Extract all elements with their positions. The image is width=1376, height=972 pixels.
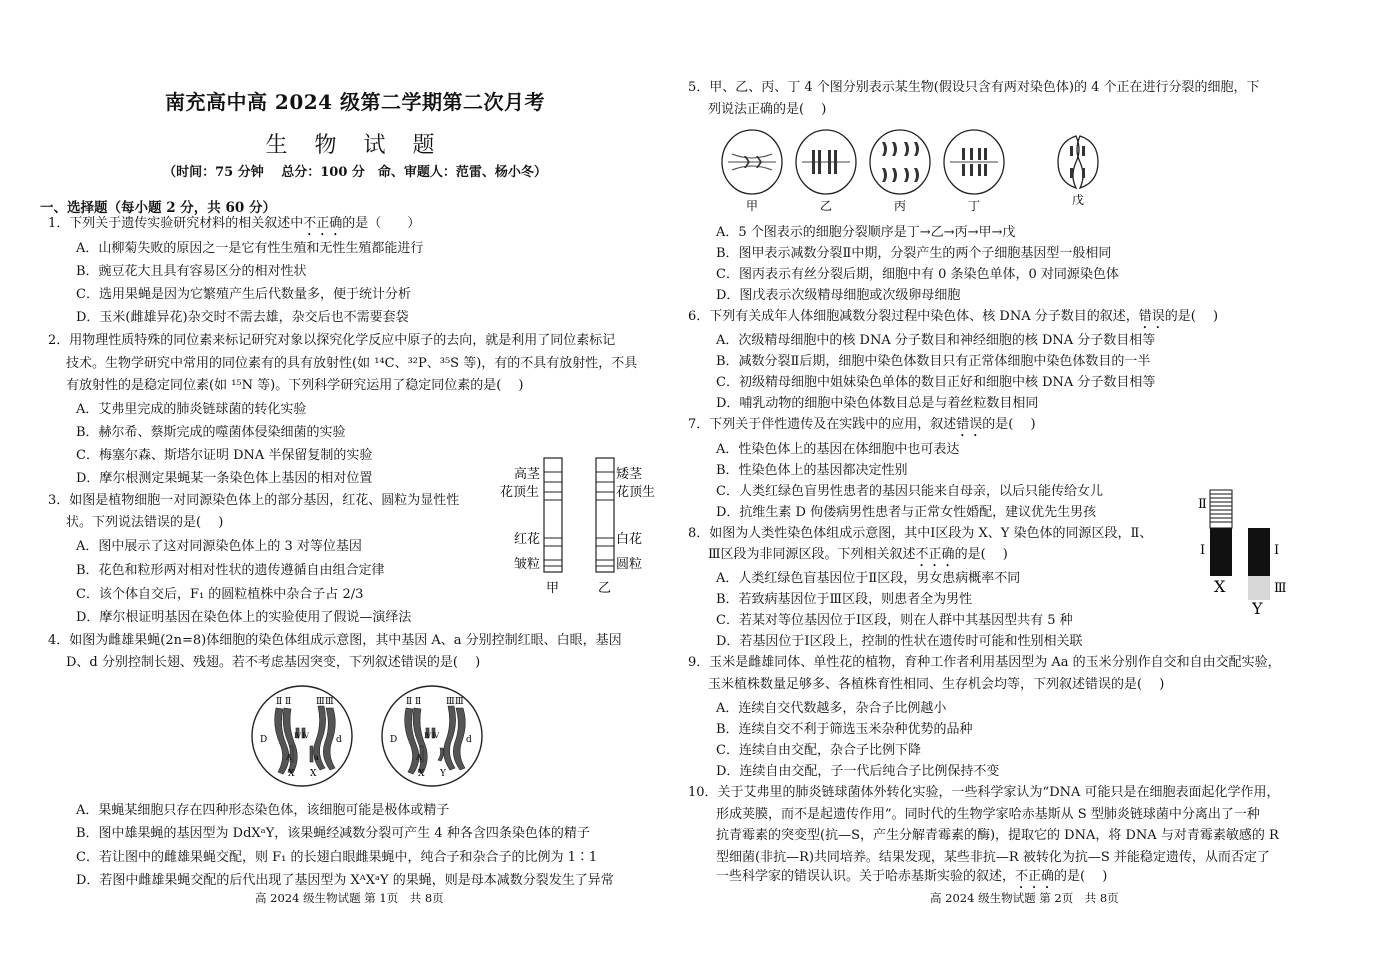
- svg-text:Ⅱ: Ⅱ: [276, 697, 283, 707]
- question-5-line-1: 5．甲、乙、丙、丁 4 个图分别表示某生物(假设只含有两对染色体)的 4 个正在进行分裂的细胞，下: [688, 80, 1260, 95]
- exam-subject: 生 物 试 题: [265, 133, 445, 158]
- question-10-line-3: 抗青霉素的突变型(抗—S，产生分解青霉素的酶)，提取它的 DNA，将 DNA 与对青霉素敏感的 R: [716, 828, 1279, 843]
- question-2-line-2: 技术。生物学研究中常用的同位素有的具有放射性(如 ¹⁴C、³²P、³⁵S 等)，有的不具有放射性，不具: [66, 356, 638, 371]
- q2-option-b: B．赫尔希、蔡斯完成的噬菌体侵染细菌的实验: [76, 425, 346, 440]
- cell-label-wu: 戊: [1072, 193, 1085, 207]
- gene-label-tall: 高茎: [514, 467, 541, 482]
- q6-option-d: D．哺乳动物的细胞中染色体数目总是与着丝粒数目相同: [716, 396, 1039, 411]
- q9-option-c: C．连续自由交配，杂合子比例下降: [716, 743, 921, 758]
- q9-option-d: D．连续自由交配，子一代后纯合子比例保持不变: [716, 764, 1000, 779]
- svg-text:Ⅳ: Ⅳ: [432, 732, 439, 740]
- q2-option-d: D．摩尔根测定果蝇某一条染色体上基因的相对位置: [76, 471, 373, 486]
- gene-label-apical: 花顶生: [500, 485, 540, 500]
- question-9-line-1: 9．玉米是雌雄同体、单性花的植物，育种工作者利用基因型为 Aa 的玉米分别作自交和自由交配实验，: [688, 655, 1281, 670]
- q2-option-a: A．艾弗里完成的肺炎链球菌的转化实验: [76, 402, 307, 417]
- q6-option-a: A．次级精母细胞中的核 DNA 分子数目和神经细胞的核 DNA 分子数目相等: [716, 333, 1156, 348]
- svg-text:d: d: [336, 735, 342, 745]
- question-8-line-2: Ⅲ区段为非同源区段。下列相关叙述不正确的是( ): [708, 547, 1008, 562]
- cell-label-jia: 甲: [746, 199, 759, 213]
- question-3-line-2: 状。下列说法错误的是( ): [66, 515, 224, 530]
- cell-label-bing: 丙: [894, 199, 907, 213]
- exam-title: 南充高中高 2024 级第二学期第二次月考: [164, 90, 546, 114]
- q4-option-a: A．果蝇某细胞只存在四种形态染色体，该细胞可能是极体或精子: [76, 803, 450, 818]
- svg-text:Ⅲ: Ⅲ: [325, 697, 334, 707]
- gene-label-white: 白花: [616, 532, 643, 547]
- cell-label-yi: 乙: [820, 199, 833, 213]
- q8-option-c: C．若某对等位基因位于Ⅰ区段，则在人群中其基因型共有 5 种: [716, 613, 1073, 628]
- q3-option-d: D．摩尔根证明基因在染色体上的实验使用了假说—演绎法: [76, 610, 412, 625]
- q7-option-a: A．性染色体上的基因在体细胞中也可表达: [716, 442, 960, 457]
- svg-text:Ⅱ: Ⅱ: [406, 697, 413, 707]
- q5-option-d: D．图戊表示次级精母细胞或次级卵母细胞: [716, 288, 961, 303]
- svg-text:Ⅱ: Ⅱ: [285, 697, 292, 707]
- gene-label-red: 红花: [514, 532, 541, 547]
- q4-option-b: B．图中雄果蝇的基因型为 DdXᵃY，该果蝇经减数分裂可产生 4 种各含四条染色体的精子: [76, 826, 590, 841]
- q8-option-b: B．若致病基因位于Ⅲ区段，则患者全为男性: [716, 592, 973, 607]
- region-label-I-x: Ⅰ: [1200, 543, 1206, 558]
- question-6-stem: 6．下列有关成年人体细胞减数分裂过程中染色体、核 DNA 分子数目的叙述，错误的是( ): [688, 309, 1219, 324]
- svg-text:X: X: [310, 769, 317, 779]
- svg-text:Ⅳ: Ⅳ: [294, 732, 301, 740]
- y-chromosome-label: Y: [1252, 599, 1263, 618]
- question-3-line-1: 3．如图是植物细胞一对同源染色体上的部分基因，红花、圆粒为显性性: [48, 493, 460, 508]
- svg-text:Ⅱ: Ⅱ: [415, 697, 422, 707]
- cell-label-ding: 丁: [968, 199, 981, 213]
- q5-option-a: A．5 个图表示的细胞分裂顺序是丁→乙→丙→甲→戊: [716, 225, 1016, 240]
- cell-division-figure: [720, 126, 1120, 218]
- gene-label-wrinkled: 皱粒: [514, 557, 541, 572]
- question-4-line-2: D、d 分别控制长翅、残翅。若不考虑基因突变，下列叙述错误的是( ): [66, 655, 481, 670]
- gene-label-short: 矮茎: [616, 467, 643, 482]
- svg-text:Ⅲ: Ⅲ: [455, 697, 464, 707]
- page-footer-right: 高 2024 级生物试题 第 2页 共 8页: [930, 891, 1119, 905]
- q9-option-a: A．连续自交代数越多，杂合子比例越小: [716, 701, 947, 716]
- chromosome-pair-figure: [500, 456, 670, 596]
- q3-option-a: A．图中展示了这对同源染色体上的 3 对等位基因: [76, 539, 362, 554]
- section-heading: 一、选择题（每小题 2 分，共 60 分）: [40, 200, 276, 216]
- gene-label-round: 圆粒: [616, 557, 643, 572]
- question-10-line-4: 型细菌(非抗—R)共同培养。结果发现，某些非抗—R 被转化为抗—S 并能稳定遗传，从而否定了: [716, 850, 1270, 865]
- gene-label-apical-2: 花顶生: [616, 485, 656, 500]
- svg-text:Ⅳ: Ⅳ: [424, 732, 431, 740]
- question-4-line-1: 4．如图为雌雄果蝇(2n=8)体细胞的染色体组成示意图，其中基因 A、a 分别控制红眼、白眼，基因: [48, 633, 622, 648]
- fruit-fly-karyotype-figure: [250, 684, 490, 792]
- q6-option-c: C．初级精母细胞中姐妹染色单体的数目正好和细胞中核 DNA 分子数目相等: [716, 375, 1156, 390]
- q7-option-b: B．性染色体上的基因都决定性别: [716, 463, 908, 478]
- q9-option-b: B．连续自交不利于筛选玉米杂种优势的品种: [716, 722, 973, 737]
- question-10-line-5: 一些科学家的错误认识。关于哈赤基斯实验的叙述，不正确的是( ): [716, 869, 1108, 884]
- region-label-III: Ⅲ: [1274, 581, 1287, 596]
- q3-option-c: C．该个体自交后，F₁ 的圆粒植株中杂合子占 2/3: [76, 587, 364, 602]
- q6-option-b: B．减数分裂Ⅱ后期，细胞中染色体数目只有正常体细胞中染色体数目的一半: [716, 354, 1151, 369]
- svg-text:d: d: [466, 735, 472, 745]
- question-7-stem: 7．下列关于伴性遗传及在实践中的应用，叙述错误的是( ): [688, 417, 1036, 432]
- question-9-line-2: 玉米植株数量足够多、各植株育性相同、生存机会均等，下列叙述错误的是( ): [708, 677, 1165, 692]
- svg-text:Ⅳ: Ⅳ: [302, 732, 309, 740]
- question-1-stem: 1．下列关于遗传实验研究材料的相关叙述中不正确的是（ ）: [48, 216, 421, 231]
- svg-text:A: A: [286, 753, 292, 762]
- question-5-line-2: 列说法正确的是( ): [708, 102, 827, 117]
- q1-option-c: C．选用果蝇是因为它繁殖产生后代数量多，便于统计分析: [76, 287, 411, 302]
- caption-yi: 乙: [598, 581, 612, 596]
- region-label-II: Ⅱ: [1198, 497, 1207, 512]
- q7-option-c: C．人类红绿色盲男性患者的基因只能来自母亲，以后只能传给女儿: [716, 484, 1103, 499]
- sex-chromosome-figure: [1196, 488, 1296, 618]
- q1-option-a: A．山柳菊失败的原因之一是它有性生殖和无性生殖都能进行: [76, 241, 424, 256]
- svg-text:Ⅲ: Ⅲ: [446, 697, 455, 707]
- q5-option-c: C．图丙表示有丝分裂后期，细胞中有 0 条染色单体，0 对同源染色体: [716, 267, 1119, 282]
- q8-option-a: A．人类红绿色盲基因位于Ⅱ区段，男女患病概率不同: [716, 571, 1021, 586]
- question-8-line-1: 8．如图为人类性染色体组成示意图，其中Ⅰ区段为 X、Y 染色体的同源区段，Ⅱ、: [688, 526, 1153, 541]
- svg-text:Y: Y: [440, 769, 446, 779]
- q3-option-b: B．花色和粒形两对相对性状的遗传遵循自由组合定律: [76, 563, 385, 578]
- caption-jia: 甲: [546, 581, 560, 596]
- q5-option-b: B．图甲表示减数分裂Ⅱ中期，分裂产生的两个子细胞基因型一般相同: [716, 246, 1112, 261]
- x-chromosome-label: X: [1214, 577, 1226, 596]
- q8-option-d: D．若基因位于Ⅰ区段上，控制的性状在遗传时可能和性别相关联: [716, 634, 1083, 649]
- q1-option-b: B．豌豆花大且具有容易区分的相对性状: [76, 264, 307, 279]
- question-2-line-1: 2．用物理性质特殊的同位素来标记研究对象以探究化学反应中原子的去向，就是利用了同位素标记: [48, 333, 616, 348]
- svg-text:D: D: [260, 735, 268, 745]
- svg-text:X: X: [418, 769, 425, 779]
- q1-option-d: D．玉米(雌雄异花)杂交时不需去雄，杂交后也不需要套袋: [76, 310, 409, 325]
- svg-text:D: D: [390, 735, 398, 745]
- q2-option-c: C．梅塞尔森、斯塔尔证明 DNA 半保留复制的实验: [76, 448, 373, 463]
- region-label-I-y: Ⅰ: [1274, 543, 1280, 558]
- page-footer-left: 高 2024 级生物试题 第 1页 共 8页: [255, 891, 444, 905]
- q4-option-c: C．若让图中的雌雄果蝇交配，则 F₁ 的长翅白眼雌果蝇中，纯合子和杂合子的比例为 1∶1: [76, 850, 598, 865]
- svg-text:A: A: [416, 753, 422, 762]
- svg-text:X: X: [288, 769, 295, 779]
- q4-option-d: D．若图中雌雄果蝇交配的后代出现了基因型为 XᴬXᵃY 的果蝇，则是母本减数分裂发生了异常: [76, 873, 614, 888]
- question-10-line-1: 10．关于艾弗里的肺炎链球菌体外转化实验，一些科学家认为“DNA 可能只是在细胞表面起化学作用，: [688, 785, 1280, 800]
- svg-text:a: a: [314, 753, 319, 762]
- question-2-line-3: 有放射性的是稳定同位素(如 ¹⁵N 等)。下列科学研究运用了稳定同位素的是( ): [66, 378, 524, 393]
- question-10-line-2: 形成荚膜，而不是起遗传作用”。同时代的生物学家哈赤基斯从 S 型肺炎链球菌中分离出了一种: [716, 807, 1260, 822]
- svg-text:Ⅲ: Ⅲ: [316, 697, 325, 707]
- q7-option-d: D．抗维生素 D 佝偻病男性患者与正常女性婚配，建议优先生男孩: [716, 505, 1097, 520]
- exam-meta: （时间：75 分钟 总分：100 分 命、审题人：范雷、杨小冬）: [163, 165, 547, 180]
